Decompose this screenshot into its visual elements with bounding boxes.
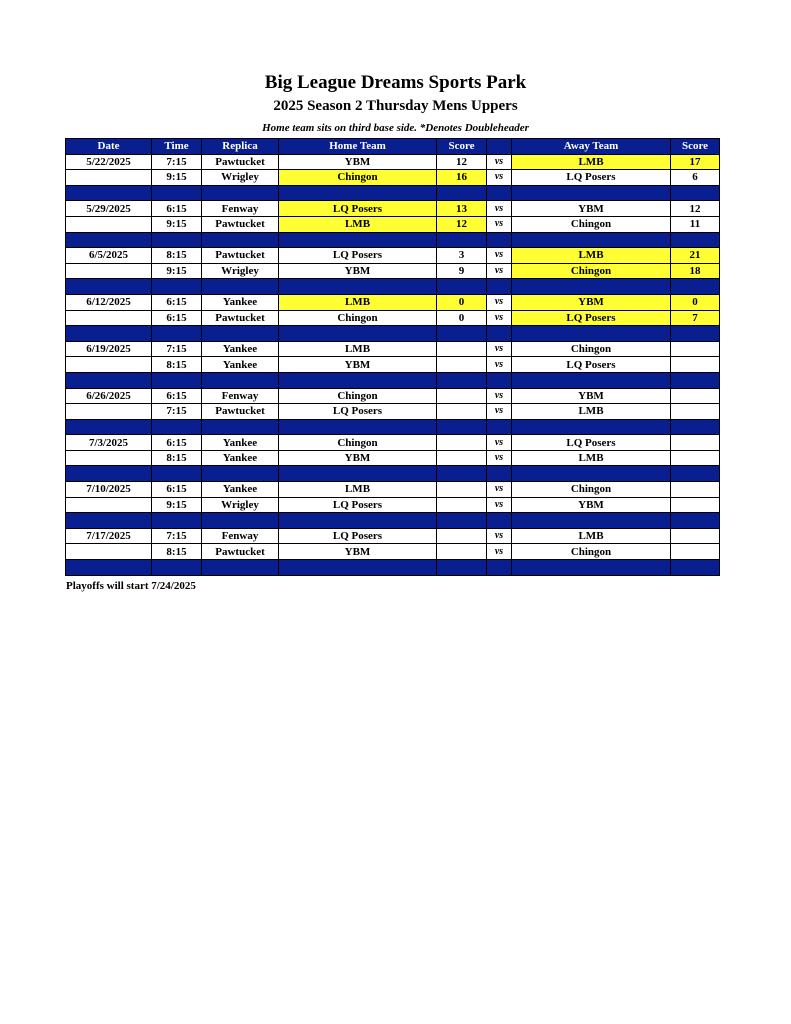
separator-cell (279, 372, 437, 388)
away-team: LQ Posers (512, 170, 671, 186)
game-replica: Yankee (202, 294, 279, 310)
home-score: 0 (437, 310, 487, 326)
separator-cell (152, 419, 202, 435)
home-team: LQ Posers (279, 404, 437, 420)
vs-label: vs (487, 388, 512, 404)
away-team: LQ Posers (512, 310, 671, 326)
header-time: Time (152, 139, 202, 155)
vs-label: vs (487, 341, 512, 357)
home-score (437, 341, 487, 357)
vs-label: vs (487, 435, 512, 451)
home-team: LQ Posers (279, 528, 437, 544)
home-score (437, 404, 487, 420)
vs-label: vs (487, 497, 512, 513)
schedule-note: Home team sits on third base side. *Denotes Doubleheader (262, 122, 529, 134)
game-date (66, 170, 152, 186)
away-team: LQ Posers (512, 357, 671, 373)
game-time: 8:15 (152, 357, 202, 373)
game-date: 7/17/2025 (66, 528, 152, 544)
separator-cell (152, 279, 202, 295)
game-time: 9:15 (152, 263, 202, 279)
home-team: Chingon (279, 435, 437, 451)
game-row (66, 388, 720, 404)
separator-cell (202, 419, 279, 435)
game-time: 8:15 (152, 544, 202, 560)
vs-label: vs (487, 482, 512, 498)
game-row (66, 357, 720, 373)
separator-cell (152, 326, 202, 342)
separator-cell (487, 560, 512, 576)
week-separator (66, 185, 720, 201)
separator-cell (487, 372, 512, 388)
home-team: LQ Posers (279, 497, 437, 513)
game-time: 8:15 (152, 248, 202, 264)
game-replica: Pawtucket (202, 248, 279, 264)
week-separator (66, 372, 720, 388)
home-team: Chingon (279, 388, 437, 404)
game-replica: Fenway (202, 388, 279, 404)
home-score: 0 (437, 294, 487, 310)
game-time: 6:15 (152, 294, 202, 310)
header-vs (487, 139, 512, 155)
game-time: 7:15 (152, 528, 202, 544)
separator-cell (512, 232, 671, 248)
game-replica: Fenway (202, 201, 279, 217)
separator-cell (279, 279, 437, 295)
away-score (671, 388, 720, 404)
home-team: YBM (279, 154, 437, 170)
separator-cell (202, 326, 279, 342)
separator-cell (671, 560, 720, 576)
separator-cell (487, 326, 512, 342)
home-score (437, 435, 487, 451)
game-time: 9:15 (152, 497, 202, 513)
game-replica: Wrigley (202, 170, 279, 186)
game-row (66, 263, 720, 279)
game-row (66, 435, 720, 451)
home-score (437, 497, 487, 513)
game-row (66, 154, 720, 170)
game-date: 6/5/2025 (66, 248, 152, 264)
vs-label: vs (487, 201, 512, 217)
separator-cell (671, 466, 720, 482)
away-score: 7 (671, 310, 720, 326)
separator-cell (279, 185, 437, 201)
away-score (671, 404, 720, 420)
game-replica: Yankee (202, 341, 279, 357)
away-score (671, 528, 720, 544)
away-score (671, 497, 720, 513)
home-score: 12 (437, 216, 487, 232)
away-score (671, 450, 720, 466)
home-team: LMB (279, 294, 437, 310)
away-score: 6 (671, 170, 720, 186)
away-score (671, 341, 720, 357)
home-team: Chingon (279, 170, 437, 186)
home-team: YBM (279, 544, 437, 560)
game-time: 6:15 (152, 482, 202, 498)
game-date (66, 263, 152, 279)
game-date (66, 310, 152, 326)
separator-cell (279, 513, 437, 529)
header-away-score: Score (671, 139, 720, 155)
playoffs-note: Playoffs will start 7/24/2025 (66, 580, 196, 592)
home-team: YBM (279, 450, 437, 466)
game-time: 6:15 (152, 435, 202, 451)
separator-cell (487, 419, 512, 435)
home-team: LMB (279, 482, 437, 498)
schedule-body (66, 154, 720, 575)
header-away-team: Away Team (512, 139, 671, 155)
game-row (66, 497, 720, 513)
separator-cell (152, 513, 202, 529)
separator-cell (202, 232, 279, 248)
away-score (671, 544, 720, 560)
game-replica: Pawtucket (202, 154, 279, 170)
game-date: 6/26/2025 (66, 388, 152, 404)
away-team: LMB (512, 450, 671, 466)
away-team: Chingon (512, 341, 671, 357)
game-row (66, 482, 720, 498)
game-date (66, 450, 152, 466)
separator-cell (66, 513, 152, 529)
game-time: 9:15 (152, 216, 202, 232)
separator-cell (671, 279, 720, 295)
week-separator (66, 560, 720, 576)
home-score (437, 357, 487, 373)
game-time: 7:15 (152, 404, 202, 420)
separator-cell (279, 326, 437, 342)
game-replica: Yankee (202, 435, 279, 451)
game-row (66, 248, 720, 264)
header-home-score: Score (437, 139, 487, 155)
separator-cell (202, 513, 279, 529)
page-subtitle: 2025 Season 2 Thursday Mens Uppers (273, 98, 518, 114)
separator-cell (437, 466, 487, 482)
game-time: 7:15 (152, 341, 202, 357)
game-row (66, 341, 720, 357)
separator-cell (437, 185, 487, 201)
separator-cell (202, 372, 279, 388)
separator-cell (512, 326, 671, 342)
game-replica: Pawtucket (202, 404, 279, 420)
page-title: Big League Dreams Sports Park (264, 72, 527, 93)
separator-cell (279, 466, 437, 482)
game-row (66, 528, 720, 544)
separator-cell (671, 513, 720, 529)
game-date (66, 544, 152, 560)
separator-cell (671, 232, 720, 248)
week-separator (66, 466, 720, 482)
game-replica: Yankee (202, 450, 279, 466)
home-score: 13 (437, 201, 487, 217)
separator-cell (487, 513, 512, 529)
away-team: YBM (512, 201, 671, 217)
home-score (437, 528, 487, 544)
separator-cell (671, 419, 720, 435)
game-replica: Pawtucket (202, 544, 279, 560)
separator-cell (152, 560, 202, 576)
separator-cell (671, 326, 720, 342)
home-score (437, 450, 487, 466)
separator-cell (437, 279, 487, 295)
separator-cell (66, 466, 152, 482)
away-team: Chingon (512, 216, 671, 232)
away-team: YBM (512, 497, 671, 513)
week-separator (66, 279, 720, 295)
separator-cell (437, 560, 487, 576)
game-time: 6:15 (152, 310, 202, 326)
game-row (66, 170, 720, 186)
game-row (66, 450, 720, 466)
week-separator (66, 513, 720, 529)
header-home-team: Home Team (279, 139, 437, 155)
header-row (66, 139, 720, 155)
home-team: Chingon (279, 310, 437, 326)
away-score: 18 (671, 263, 720, 279)
week-separator (66, 326, 720, 342)
home-score: 3 (437, 248, 487, 264)
game-date (66, 497, 152, 513)
vs-label: vs (487, 450, 512, 466)
vs-label: vs (487, 310, 512, 326)
game-row (66, 544, 720, 560)
vs-label: vs (487, 528, 512, 544)
vs-label: vs (487, 216, 512, 232)
away-team: Chingon (512, 263, 671, 279)
game-date (66, 357, 152, 373)
away-score: 12 (671, 201, 720, 217)
home-team: YBM (279, 263, 437, 279)
separator-cell (202, 560, 279, 576)
home-team: YBM (279, 357, 437, 373)
schedule-table (65, 138, 720, 576)
separator-cell (202, 466, 279, 482)
separator-cell (512, 372, 671, 388)
home-team: LQ Posers (279, 248, 437, 264)
game-replica: Yankee (202, 482, 279, 498)
vs-label: vs (487, 170, 512, 186)
game-time: 6:15 (152, 388, 202, 404)
separator-cell (437, 326, 487, 342)
vs-label: vs (487, 154, 512, 170)
separator-cell (437, 513, 487, 529)
game-date (66, 216, 152, 232)
separator-cell (512, 419, 671, 435)
home-score: 16 (437, 170, 487, 186)
away-team: YBM (512, 294, 671, 310)
separator-cell (279, 560, 437, 576)
game-date: 5/29/2025 (66, 201, 152, 217)
vs-label: vs (487, 544, 512, 560)
separator-cell (487, 279, 512, 295)
separator-cell (66, 185, 152, 201)
vs-label: vs (487, 294, 512, 310)
game-time: 7:15 (152, 154, 202, 170)
game-time: 8:15 (152, 450, 202, 466)
separator-cell (66, 232, 152, 248)
away-score: 11 (671, 216, 720, 232)
separator-cell (512, 185, 671, 201)
vs-label: vs (487, 357, 512, 373)
separator-cell (437, 232, 487, 248)
vs-label: vs (487, 404, 512, 420)
game-date: 7/3/2025 (66, 435, 152, 451)
away-team: LQ Posers (512, 435, 671, 451)
separator-cell (152, 185, 202, 201)
header-replica: Replica (202, 139, 279, 155)
separator-cell (512, 513, 671, 529)
game-row (66, 310, 720, 326)
game-date: 7/10/2025 (66, 482, 152, 498)
separator-cell (487, 466, 512, 482)
vs-label: vs (487, 248, 512, 264)
away-team: LMB (512, 404, 671, 420)
separator-cell (279, 419, 437, 435)
separator-cell (152, 232, 202, 248)
away-team: Chingon (512, 544, 671, 560)
separator-cell (202, 185, 279, 201)
game-time: 9:15 (152, 170, 202, 186)
separator-cell (512, 279, 671, 295)
game-date: 6/19/2025 (66, 341, 152, 357)
separator-cell (152, 466, 202, 482)
separator-cell (202, 279, 279, 295)
home-score (437, 388, 487, 404)
separator-cell (279, 232, 437, 248)
separator-cell (487, 185, 512, 201)
vs-label: vs (487, 263, 512, 279)
game-replica: Pawtucket (202, 216, 279, 232)
separator-cell (512, 560, 671, 576)
game-replica: Wrigley (202, 263, 279, 279)
game-row (66, 404, 720, 420)
away-score: 21 (671, 248, 720, 264)
game-row (66, 294, 720, 310)
separator-cell (512, 466, 671, 482)
game-date (66, 404, 152, 420)
home-score: 9 (437, 263, 487, 279)
home-team: LMB (279, 216, 437, 232)
week-separator (66, 232, 720, 248)
home-score (437, 482, 487, 498)
separator-cell (66, 372, 152, 388)
away-score (671, 482, 720, 498)
separator-cell (66, 560, 152, 576)
away-team: LMB (512, 528, 671, 544)
game-date: 5/22/2025 (66, 154, 152, 170)
home-score (437, 544, 487, 560)
separator-cell (671, 185, 720, 201)
separator-cell (152, 372, 202, 388)
game-row (66, 216, 720, 232)
away-team: Chingon (512, 482, 671, 498)
header-date: Date (66, 139, 152, 155)
home-team: LMB (279, 341, 437, 357)
game-replica: Yankee (202, 357, 279, 373)
home-score: 12 (437, 154, 487, 170)
separator-cell (66, 326, 152, 342)
game-row (66, 201, 720, 217)
away-score: 0 (671, 294, 720, 310)
game-replica: Fenway (202, 528, 279, 544)
separator-cell (487, 232, 512, 248)
separator-cell (66, 419, 152, 435)
away-team: LMB (512, 154, 671, 170)
separator-cell (437, 419, 487, 435)
away-team: LMB (512, 248, 671, 264)
game-date: 6/12/2025 (66, 294, 152, 310)
away-score (671, 435, 720, 451)
home-team: LQ Posers (279, 201, 437, 217)
separator-cell (66, 279, 152, 295)
game-time: 6:15 (152, 201, 202, 217)
game-replica: Wrigley (202, 497, 279, 513)
away-score: 17 (671, 154, 720, 170)
away-score (671, 357, 720, 373)
week-separator (66, 419, 720, 435)
separator-cell (437, 372, 487, 388)
game-replica: Pawtucket (202, 310, 279, 326)
separator-cell (671, 372, 720, 388)
away-team: YBM (512, 388, 671, 404)
